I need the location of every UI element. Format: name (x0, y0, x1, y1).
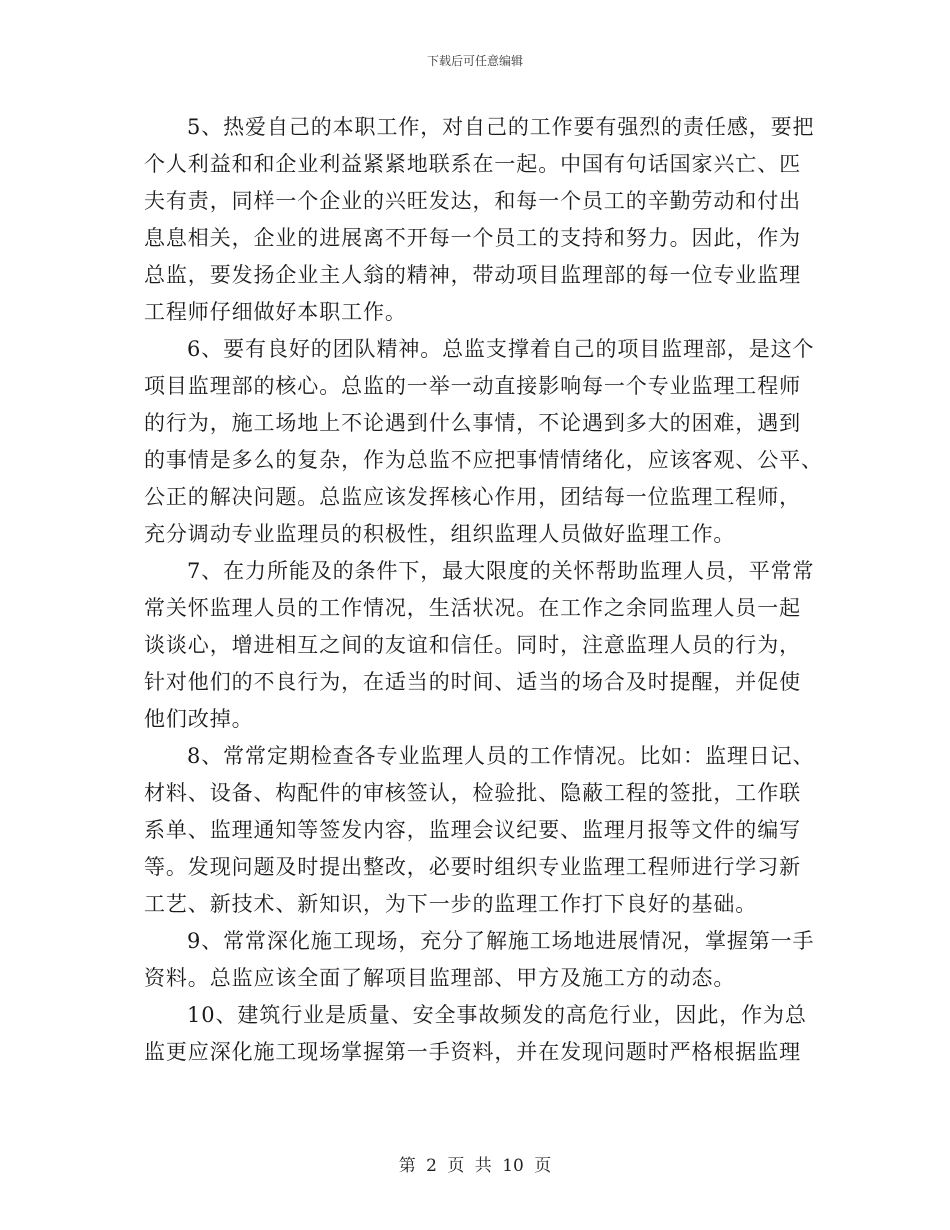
text-line: 针对他们的不良行为，在适当的时间、适当的场合及时提醒，并促使 (144, 670, 801, 694)
text-line: 总监，要发扬企业主人翁的精神，带动项目监理部的每一位专业监理 (144, 263, 801, 287)
page-footer: 第 2 页 共 10 页 (398, 1156, 552, 1176)
paragraph-10 (144, 997, 808, 1071)
text-line: 个人利益和和企业利益紧紧地联系在一起。中国有句话国家兴亡、匹 (144, 152, 801, 176)
text-line: 常关怀监理人员的工作情况，生活状况。在工作之余同监理人员一起 (144, 596, 801, 620)
text-line: 资料。总监应该全面了解项目监理部、甲方及施工方的动态。 (144, 966, 736, 990)
text-line: 6、要有良好的团队精神。总监支撑着自己的项目监理部，是这个 (187, 337, 815, 361)
text-line: 的行为，施工场地上不论遇到什么事情，不论遇到多大的困难，遇到 (144, 411, 801, 435)
text-line: 充分调动专业监理员的积极性，组织监理人员做好监理工作。 (144, 522, 736, 546)
document-body (144, 109, 823, 1071)
paragraph-7 (144, 553, 815, 738)
text-line: 等。发现问题及时提出整改，必要时组织专业监理工程师进行学习新 (144, 855, 801, 879)
text-line: 公正的解决问题。总监应该发挥核心作用，团结每一位监理工程师， (144, 485, 801, 509)
text-line: 系单、监理通知等签发内容，监理会议纪要、监理月报等文件的编写 (144, 818, 801, 842)
text-line: 息息相关，企业的进展离不开每一个员工的支持和努力。因此，作为 (144, 226, 801, 250)
text-line: 项目监理部的核心。总监的一举一动直接影响每一个专业监理工程师 (144, 374, 801, 398)
text-line: 9、常常深化施工现场，充分了解施工场地进展情况，掌握第一手 (187, 929, 815, 953)
paragraph-6 (144, 331, 823, 553)
text-line: 工程师仔细做好本职工作。 (144, 300, 407, 324)
paragraph-9 (144, 923, 815, 997)
text-line: 谈谈心，增进相互之间的友谊和信任。同时，注意监理人员的行为， (144, 633, 801, 657)
text-line: 8、常常定期检查各专业监理人员的工作情况。比如：监理日记、 (187, 744, 815, 768)
text-line: 的事情是多么的复杂，作为总监不应把事情情绪化，应该客观、公平、 (144, 448, 823, 472)
text-line: 5、热爱自己的本职工作，对自己的工作要有强烈的责任感，要把 (187, 115, 815, 139)
page-header: 下载后可任意编辑 (426, 54, 523, 68)
text-line: 工艺、新技术、新知识，为下一步的监理工作打下良好的基础。 (144, 892, 758, 916)
text-line: 材料、设备、构配件的审核签认，检验批、隐蔽工程的签批，工作联 (144, 781, 801, 805)
text-line: 10、建筑行业是质量、安全事故频发的高危行业，因此，作为总 (187, 1003, 807, 1027)
paragraph-8 (144, 738, 815, 923)
text-line: 监更应深化施工现场掌握第一手资料，并在发现问题时严格根据监理 (144, 1040, 801, 1064)
paragraph-5 (144, 109, 815, 331)
text-line: 夫有责，同样一个企业的兴旺发达，和每一个员工的辛勤劳动和付出 (144, 189, 801, 213)
text-line: 他们改掉。 (144, 707, 254, 731)
text-line: 7、在力所能及的条件下，最大限度的关怀帮助监理人员，平常常 (187, 559, 815, 583)
